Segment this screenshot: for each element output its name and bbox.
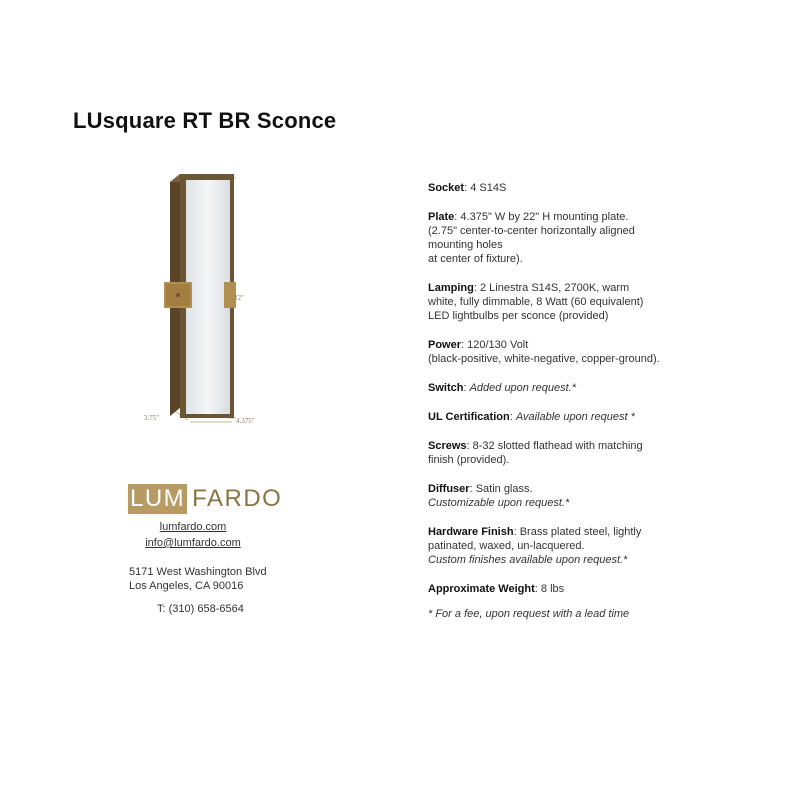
spec-ul-certification: UL Certification: Available upon request *: [428, 411, 635, 423]
logo-mark: LUM: [130, 485, 186, 512]
website-link[interactable]: lumfardo.com: [159, 521, 227, 533]
footnote: * For a fee, upon request with a lead time: [428, 608, 630, 620]
brand-logo: [128, 484, 282, 514]
logo-wordmark: FARDO: [192, 485, 283, 512]
dimension-width: 4.375": [236, 417, 255, 425]
spec-plate: Plate: 4.375" W by 22" H mounting plate. (2.75" center-to-center horizontally aligned mounting holes at center of fixture).: [428, 211, 635, 265]
dimension-height: 22": [234, 294, 244, 302]
phone-number: T: (310) 658-6564: [157, 603, 244, 615]
spec-hardware-finish: Hardware Finish: Brass plated steel, lightly patinated, waxed, un-lacquered. Custom finishes available upon request.*: [428, 526, 642, 566]
address-line-2: Los Angeles, CA 90016: [129, 580, 244, 592]
screw-icon: [176, 293, 180, 297]
spec-screws: Screws: 8-32 slotted flathead with matching finish (provided).: [428, 440, 643, 466]
spec-lamping: Lamping: 2 Linestra S14S, 2700K, warm white, fully dimmable, 8 Watt (60 equivalent) LED lightbulbs per sconce (provided): [428, 282, 644, 322]
sconce-illustration: [140, 168, 270, 430]
spec-power: Power: 120/130 Volt (black-positive, white-negative, copper-ground).: [428, 339, 660, 365]
dimension-depth: 3.75": [144, 414, 160, 422]
spec-weight: Approximate Weight: 8 lbs: [428, 583, 565, 595]
spec-socket: Socket: 4 S14S: [428, 182, 507, 194]
spec-list: [428, 181, 678, 632]
page-title: LUsquare RT BR Sconce: [73, 108, 337, 133]
email-link[interactable]: info@lumfardo.com: [145, 537, 241, 549]
spec-switch: Switch: Added upon request.*: [428, 382, 576, 394]
spec-diffuser: Diffuser: Satin glass. Customizable upon request.*: [428, 483, 570, 509]
address-line-1: 5171 West Washington Blvd: [129, 566, 267, 578]
product-image: [140, 168, 270, 430]
